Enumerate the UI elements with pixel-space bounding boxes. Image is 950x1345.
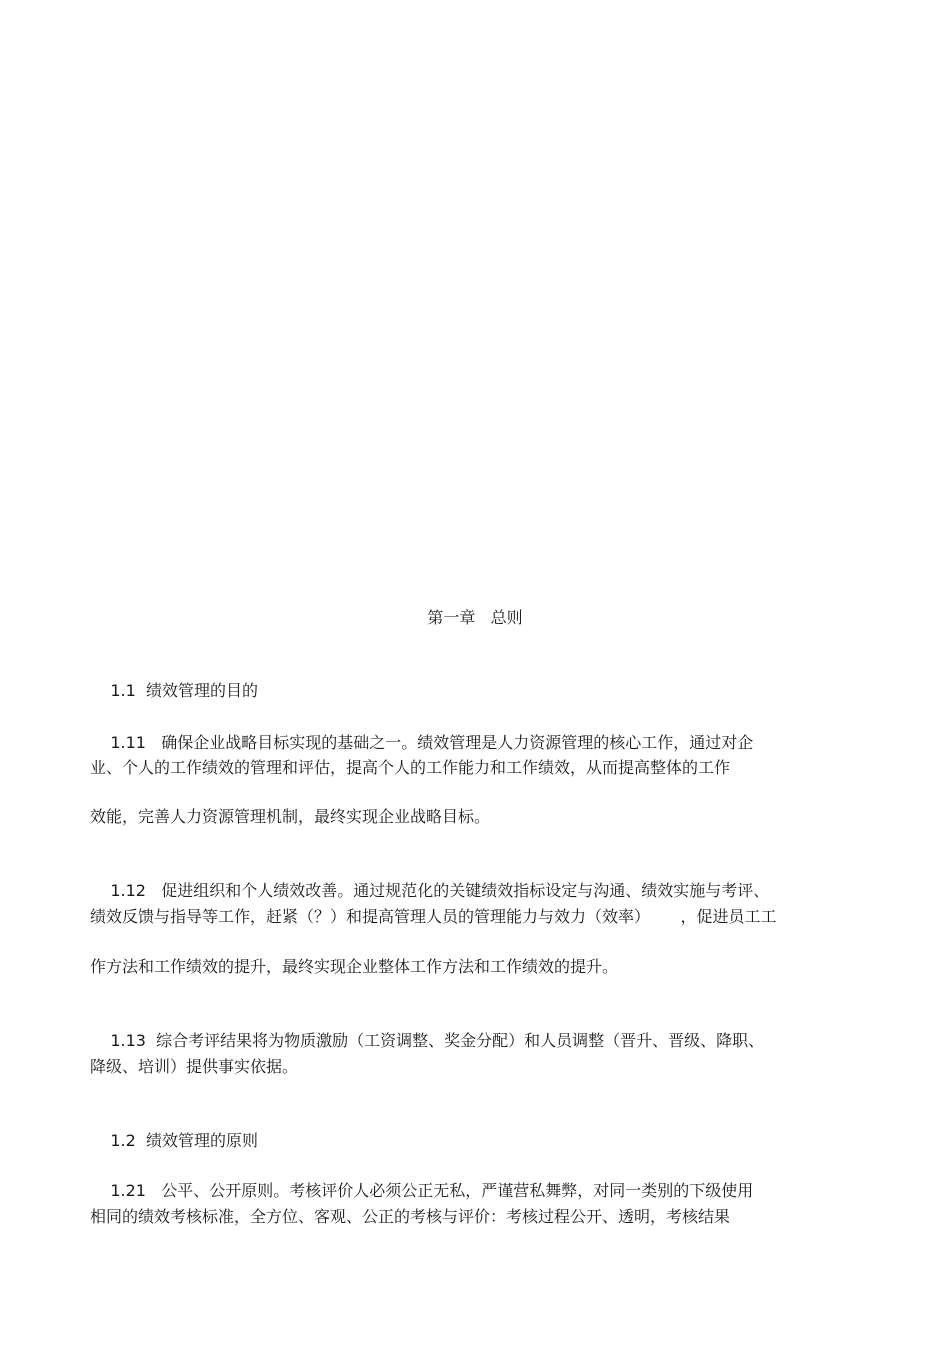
section-heading-text: 绩效管理的原则 [145, 1131, 258, 1150]
chapter-title: 第一章 总则 [427, 608, 523, 627]
section-heading-text: 绩效管理的目的 [145, 681, 258, 700]
paragraph-text: 综合考评结果将为物质激励（工资调整、奖金分配）和人员调整（晋升、晋级、降职、 [156, 1031, 765, 1050]
paragraph-text: 促进组织和个人绩效改善。通过规范化的关键绩效指标设定与沟通、绩效实施与考评、 [161, 881, 770, 900]
paragraph-1-11-line-3: 效能，完善人力资源管理机制，最终实现企业战略目标。 [90, 807, 491, 826]
section-number: 1.1 [110, 681, 136, 700]
paragraph-1-11-line-2: 业、个人的工作绩效的管理和评估，提高个人的工作能力和工作绩效，从而提高整体的工作 [90, 758, 731, 777]
section-number: 1.11 [110, 733, 146, 752]
paragraph-text: 公平、公开原则。考核评价人必须公正无私，严谨营私舞弊，对同一类别的下级使用 [161, 1181, 754, 1200]
section-number: 1.13 [110, 1031, 146, 1050]
paragraph-1-12-line-2: 绩效反馈与指导等工作，赶紧（？）和提高管理人员的管理能力与效力（效率） ，促进员工工 [90, 907, 777, 926]
section-number: 1.2 [110, 1131, 136, 1150]
paragraph-text: 确保企业战略目标实现的基础之一。绩效管理是人力资源管理的核心工作，通过对企 [161, 733, 754, 752]
paragraph-1-13-line-2: 降级、培训）提供事实依据。 [90, 1057, 299, 1076]
paragraph-1-12-line-3: 作方法和工作绩效的提升，最终实现企业整体工作方法和工作绩效的提升。 [90, 957, 619, 976]
section-number: 1.12 [110, 881, 146, 900]
paragraph-1-21-line-2: 相同的绩效考核标准，全方位、客观、公正的考核与评价：考核过程公开、透明，考核结果 [90, 1207, 731, 1226]
section-number: 1.21 [110, 1181, 146, 1200]
